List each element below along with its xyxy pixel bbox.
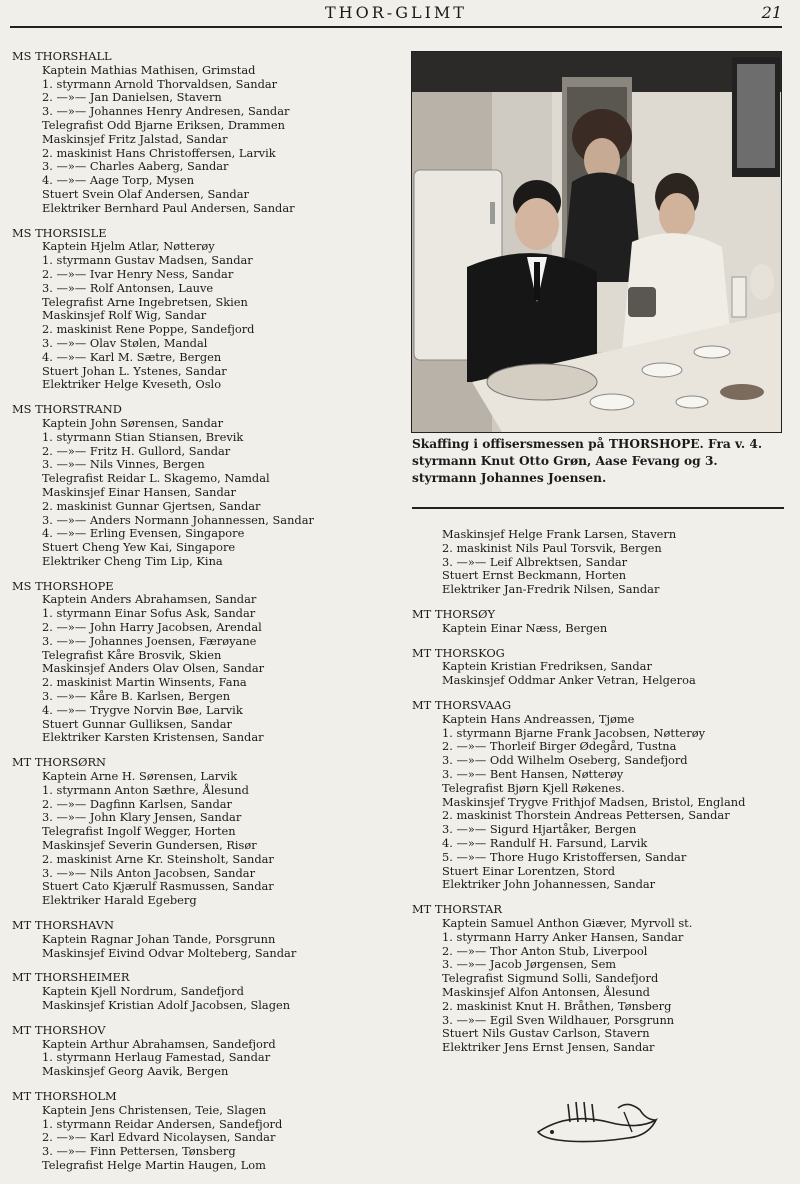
ship-section <box>412 647 792 688</box>
crew-line: 1. styrmann Einar Sofus Ask, Sandar <box>42 606 256 621</box>
ship-name: MT THORSØRN <box>12 755 107 770</box>
crew-line: 1. styrmann Bjarne Frank Jacobsen, Nøtterøy <box>442 725 706 740</box>
crew-line: Maskinsjef Anders Olav Olsen, Sandar <box>42 661 265 676</box>
crew-line: 2. —»— Thorleif Birger Ødegård, Tustna <box>442 739 677 754</box>
crew-line: 3. —»— Sigurd Hjartåker, Bergen <box>442 822 637 837</box>
crew-line: Elektriker Cheng Tim Lip, Kina <box>42 553 223 568</box>
ship-section <box>412 608 792 636</box>
crew-line: 3. —»— Leif Albrektsen, Sandar <box>442 554 628 569</box>
crew-line: Maskinsjef Georg Aavik, Bergen <box>42 1064 229 1079</box>
crew-line: 2. maskinist Martin Winsents, Fana <box>42 675 247 690</box>
crew-line: Kaptein Arne H. Sørensen, Larvik <box>42 769 238 784</box>
ship-section <box>412 528 792 597</box>
ship-name: MT THORSHOLM <box>12 1088 117 1103</box>
crew-line: Elektriker Jens Ernst Jensen, Sandar <box>442 1040 655 1055</box>
ship-section <box>12 971 407 1012</box>
crew-line: 3. —»— Johannes Joensen, Færøyane <box>42 633 257 648</box>
crew-line: 1. styrmann Reidar Andersen, Sandefjord <box>42 1116 283 1131</box>
ship-section <box>412 903 792 1055</box>
crew-line: 2. maskinist Arne Kr. Steinsholt, Sandar <box>42 851 274 866</box>
crew-line: Maskinsjef Trygve Frithjof Madsen, Bristol, England <box>442 794 746 809</box>
crew-line: 4. —»— Randulf H. Farsund, Larvik <box>442 835 648 850</box>
crew-line: 3. —»— Odd Wilhelm Oseberg, Sandefjord <box>442 753 688 768</box>
crew-line: 3. —»— Rolf Antonsen, Lauve <box>42 280 214 295</box>
ship-name: MT THORSHEIMER <box>12 970 130 985</box>
crew-line: Stuert Einar Lorentzen, Stord <box>442 863 616 878</box>
crew-line: Maskinsjef Helge Frank Larsen, Stavern <box>442 527 677 541</box>
crew-line: 3. —»— Egil Sven Wildhauer, Porsgrunn <box>442 1012 675 1027</box>
crew-line: Maskinsjef Eivind Odvar Molteberg, Sandar <box>42 945 297 960</box>
crew-line: 5. —»— Thore Hugo Kristoffersen, Sandar <box>442 849 687 864</box>
crew-line: Elektriker Karsten Kristensen, Sandar <box>42 730 264 745</box>
crew-line: 2. maskinist Rene Poppe, Sandefjord <box>42 322 255 337</box>
crew-line: 3. —»— Nils Anton Jacobsen, Sandar <box>42 865 256 880</box>
crew-line: 3. —»— Charles Aaberg, Sandar <box>42 159 229 174</box>
crew-line: 1. styrmann Gustav Madsen, Sandar <box>42 253 253 268</box>
ship-name: MT THORSTAR <box>412 902 502 917</box>
crew-line: Stuert Svein Olaf Andersen, Sandar <box>42 186 249 201</box>
crew-line: 2. —»— Karl Edvard Nicolaysen, Sandar <box>42 1130 276 1145</box>
ship-name: MS THORSHOPE <box>12 578 114 593</box>
ship-section <box>12 50 407 216</box>
crew-line: 1. styrmann Anton Sæthre, Ålesund <box>42 782 249 797</box>
crew-line: 3. —»— Jacob Jørgensen, Sem <box>442 957 617 972</box>
ship-section <box>412 699 792 892</box>
crew-line: 2. —»— John Harry Jacobsen, Arendal <box>42 620 262 635</box>
crew-line: Elektriker Helge Kveseth, Oslo <box>42 377 222 392</box>
crew-line: Telegrafist Helge Martin Haugen, Lom <box>42 1157 266 1172</box>
crew-line: Telegrafist Ingolf Wegger, Horten <box>42 824 236 839</box>
ship-name: MT THORSVAAG <box>412 697 512 712</box>
crew-line: 4. —»— Erling Evensen, Singapore <box>42 526 245 541</box>
crew-line: 3. —»— John Klary Jensen, Sandar <box>42 810 242 825</box>
crew-line: Telegrafist Arne Ingebretsen, Skien <box>42 294 248 309</box>
crew-line: 2. —»— Fritz H. Gullord, Sandar <box>42 443 231 458</box>
crew-line: Telegrafist Sigmund Solli, Sandefjord <box>442 971 659 986</box>
crew-line: Kaptein Kjell Nordrum, Sandefjord <box>42 984 244 999</box>
ship-section <box>12 403 407 569</box>
crew-line: Stuert Johan L. Ystenes, Sandar <box>42 363 227 378</box>
crew-line: 2. —»— Thor Anton Stub, Liverpool <box>442 943 648 958</box>
crew-line: Stuert Ernst Beckmann, Horten <box>442 568 627 583</box>
ship-name: MT THORSHOV <box>12 1022 106 1037</box>
crew-line: 3. —»— Finn Pettersen, Tønsberg <box>42 1144 236 1159</box>
crew-line: 3. —»— Bent Hansen, Nøtterøy <box>442 766 624 781</box>
ship-name: MS THORSTRAND <box>12 402 122 417</box>
crew-line: Stuert Nils Gustav Carlson, Stavern <box>442 1026 650 1041</box>
crew-line: Maskinsjef Fritz Jalstad, Sandar <box>42 131 228 146</box>
crew-line: Maskinsjef Kristian Adolf Jacobsen, Slagen <box>42 998 291 1012</box>
crew-line: 3. —»— Kåre B. Karlsen, Bergen <box>42 689 231 704</box>
crew-line: Elektriker John Johannessen, Sandar <box>442 877 656 892</box>
section-divider <box>412 507 784 509</box>
fish-logo-icon <box>528 1092 668 1156</box>
crew-line: 2. maskinist Hans Christoffersen, Larvik <box>42 145 276 160</box>
crew-line: Kaptein Ragnar Johan Tande, Porsgrunn <box>42 931 276 946</box>
crew-line: Kaptein Arthur Abrahamsen, Sandefjord <box>42 1036 276 1051</box>
crew-line: Kaptein Samuel Anthon Giæver, Myrvoll st. <box>442 915 693 930</box>
crew-line: 2. maskinist Gunnar Gjertsen, Sandar <box>42 498 261 513</box>
crew-line: 1. styrmann Herlaug Famestad, Sandar <box>42 1050 271 1065</box>
crew-line: 4. —»— Trygve Norvin Bøe, Larvik <box>42 702 243 717</box>
ship-name: MT THORSØY <box>412 606 495 621</box>
ship-section <box>12 1090 407 1173</box>
photo-illustration <box>412 52 781 432</box>
crew-line: 3. —»— Olav Stølen, Mandal <box>42 335 208 350</box>
crew-line: 4. —»— Karl M. Sætre, Bergen <box>42 349 222 364</box>
ship-section <box>12 580 407 746</box>
ship-name: MS THORSISLE <box>12 225 107 240</box>
crew-line: 3. —»— Anders Normann Johannessen, Sandar <box>42 512 314 527</box>
crew-line: 2. —»— Jan Danielsen, Stavern <box>42 90 222 105</box>
crew-line: 1. styrmann Harry Anker Hansen, Sandar <box>442 929 684 944</box>
crew-line: 4. —»— Aage Torp, Mysen <box>42 173 195 188</box>
crew-line: Elektriker Harald Egeberg <box>42 893 197 908</box>
crew-line: Kaptein Hjelm Atlar, Nøtterøy <box>42 239 215 254</box>
crew-line: Maskinsjef Einar Hansen, Sandar <box>42 484 236 499</box>
crew-line: Kaptein Kristian Fredriksen, Sandar <box>442 659 652 674</box>
crew-line: 2. maskinist Thorstein Andreas Pettersen, Sandar <box>442 808 730 823</box>
crew-line: Kaptein Anders Abrahamsen, Sandar <box>42 592 257 607</box>
crew-line: Elektriker Bernhard Paul Andersen, Sandar <box>42 200 295 215</box>
ship-section <box>12 1024 407 1079</box>
crew-line: Kaptein Einar Næss, Bergen <box>442 620 608 635</box>
crew-line: Elektriker Jan-Fredrik Nilsen, Sandar <box>442 582 660 597</box>
ship-name: MT THORSHAVN <box>12 918 114 933</box>
crew-line: 3. —»— Johannes Henry Andresen, Sandar <box>42 104 290 119</box>
crew-line: 3. —»— Nils Vinnes, Bergen <box>42 457 205 472</box>
crew-line: Maskinsjef Rolf Wig, Sandar <box>42 308 207 323</box>
crew-line: Stuert Cato Kjærulf Rasmussen, Sandar <box>42 879 274 894</box>
crew-line: Stuert Gunnar Gulliksen, Sandar <box>42 716 232 731</box>
crew-line: 2. —»— Dagfinn Karlsen, Sandar <box>42 796 232 811</box>
ship-name: MT THORSKOG <box>412 645 505 660</box>
crew-line: 1. styrmann Arnold Thorvaldsen, Sandar <box>42 76 278 91</box>
crew-mess-photo <box>411 51 782 433</box>
crew-line: Kaptein Mathias Mathisen, Grimstad <box>42 62 256 77</box>
crew-line: Maskinsjef Oddmar Anker Vetran, Helgeroa <box>442 673 696 688</box>
magazine-title: THOR-GLIMT <box>325 3 467 22</box>
page-number: 21 <box>761 3 782 22</box>
crew-line: Kaptein Hans Andreassen, Tjøme <box>442 711 635 726</box>
page-header <box>10 0 782 28</box>
crew-line: Stuert Cheng Yew Kai, Singapore <box>42 540 236 555</box>
crew-line: Kaptein John Sørensen, Sandar <box>42 415 224 430</box>
ship-section <box>12 919 407 960</box>
crew-line: Maskinsjef Alfon Antonsen, Ålesund <box>442 984 650 999</box>
crew-line: 2. maskinist Nils Paul Torsvik, Bergen <box>442 540 662 555</box>
crew-line: 2. maskinist Knut H. Bråthen, Tønsberg <box>442 998 672 1013</box>
crew-line: Telegrafist Bjørn Kjell Røkenes. <box>442 780 625 795</box>
crew-line: 1. styrmann Stian Stiansen, Brevik <box>42 429 244 444</box>
right-column <box>412 528 792 1066</box>
ship-section <box>12 227 407 393</box>
ship-name: MS THORSHALL <box>12 49 112 63</box>
ship-section <box>12 756 407 908</box>
crew-line: Telegrafist Odd Bjarne Eriksen, Drammen <box>42 117 285 132</box>
crew-line: Telegrafist Kåre Brosvik, Skien <box>42 647 222 662</box>
crew-line: Kaptein Jens Christensen, Teie, Slagen <box>42 1102 267 1117</box>
crew-line: Maskinsjef Severin Gundersen, Risør <box>42 838 257 853</box>
crew-line: 2. —»— Ivar Henry Ness, Sandar <box>42 266 234 281</box>
photo-caption: Skaffing i offisersmessen på THORSHOPE. Fra v. 4. styrmann Knut Otto Grøn, Aase Fevang og 3. styrmann Johannes Joensen. <box>412 437 763 485</box>
crew-line: Telegrafist Reidar L. Skagemo, Namdal <box>42 471 270 486</box>
left-column <box>12 50 407 1184</box>
